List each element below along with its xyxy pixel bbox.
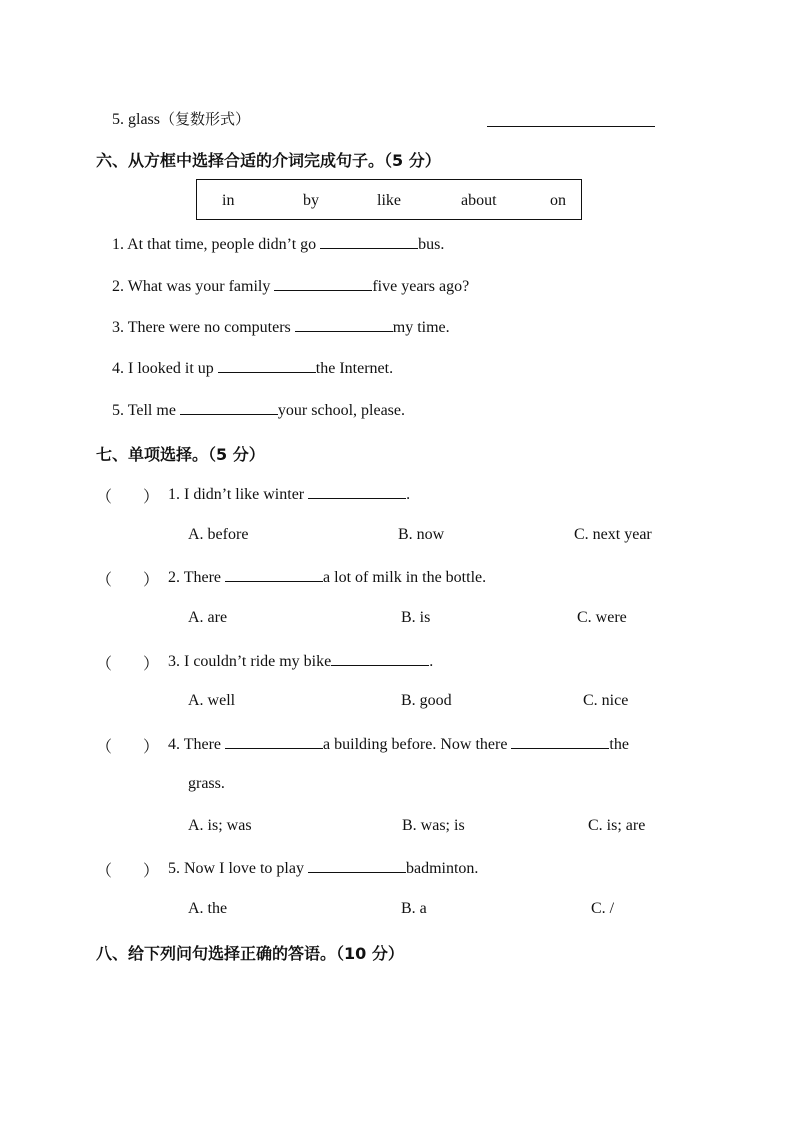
question-text: Now I love to play: [184, 860, 304, 877]
word-box-item: by: [303, 192, 319, 209]
option-b: B. was; is: [402, 817, 465, 834]
word-box: [196, 179, 582, 220]
question-text: There were no computers: [127, 319, 291, 336]
section8-title: 八、给下列问句选择正确的答语。（10 分）: [96, 944, 404, 963]
answer-blank[interactable]: [225, 567, 323, 582]
question-num: 1.: [168, 486, 180, 503]
question-num: 2.: [112, 278, 124, 295]
answer-paren-close[interactable]: ）: [143, 737, 160, 756]
answer-paren-close[interactable]: ）: [143, 654, 160, 673]
question-text: .: [406, 486, 411, 503]
s6-question-2: [112, 276, 469, 296]
s6-question-4: [112, 358, 393, 378]
option-b: B. good: [401, 692, 452, 709]
question-text: There: [183, 569, 222, 586]
answer-blank[interactable]: [180, 400, 278, 415]
word-box-item: on: [550, 192, 566, 209]
question-num: 3.: [112, 319, 124, 336]
answer-paren-close[interactable]: ）: [143, 487, 160, 506]
option-a: A. well: [188, 692, 236, 709]
s7-question-4: [168, 734, 629, 754]
answer-paren-open[interactable]: （: [96, 861, 113, 880]
prev-item-answer-line[interactable]: [487, 126, 655, 127]
prev-item-note: （复数形式）: [160, 110, 251, 128]
question-num: 5.: [112, 402, 124, 419]
prev-item-5: [112, 108, 250, 129]
answer-paren-open[interactable]: （: [96, 570, 113, 589]
answer-paren-open[interactable]: （: [96, 487, 113, 506]
answer-blank[interactable]: [218, 358, 316, 373]
option-c: C. /: [591, 900, 615, 917]
answer-paren-open[interactable]: （: [96, 654, 113, 673]
question-num: 1.: [112, 236, 124, 253]
question-text: the: [609, 736, 629, 753]
s7-question-1: [168, 484, 410, 504]
question-text: a building before. Now there: [323, 736, 508, 753]
question-text: I didn’t like winter: [184, 486, 305, 503]
answer-blank[interactable]: [331, 651, 429, 666]
question-text: a lot of milk in the bottle.: [323, 569, 487, 586]
option-c: C. were: [577, 609, 627, 626]
answer-blank[interactable]: [274, 276, 372, 291]
answer-blank[interactable]: [308, 484, 406, 499]
s7-question-2: [168, 567, 486, 587]
question-num: 4.: [168, 736, 180, 753]
question-num: 3.: [168, 653, 180, 670]
question-text: the Internet.: [315, 360, 394, 377]
question-text: At that time, people didn’t go: [127, 236, 317, 253]
question-text: my time.: [392, 319, 450, 336]
answer-paren-open[interactable]: （: [96, 737, 113, 756]
answer-paren-close[interactable]: ）: [143, 570, 160, 589]
s6-question-5: [112, 400, 405, 420]
question-text: five years ago?: [372, 278, 470, 295]
question-continuation: grass.: [188, 775, 225, 792]
s7-question-3: [168, 651, 433, 671]
question-num: 5.: [168, 860, 180, 877]
question-text: badminton.: [405, 860, 479, 877]
question-text: Tell me: [127, 402, 176, 419]
answer-blank[interactable]: [320, 234, 418, 249]
answer-paren-close[interactable]: ）: [143, 861, 160, 880]
section7-title: 七、单项选择。（5 分）: [96, 445, 265, 464]
option-a: A. are: [188, 609, 228, 626]
question-text: There: [183, 736, 222, 753]
answer-blank[interactable]: [295, 317, 393, 332]
question-num: 2.: [168, 569, 180, 586]
option-a: A. before: [188, 526, 249, 543]
answer-blank[interactable]: [225, 734, 323, 749]
question-text: bus.: [418, 236, 445, 253]
s7-question-5: [168, 858, 478, 878]
option-a: A. the: [188, 900, 228, 917]
option-c: C. is; are: [588, 817, 646, 834]
option-a: A. is; was: [188, 817, 252, 834]
question-text: I looked it up: [128, 360, 214, 377]
question-text: I couldn’t ride my bike: [184, 653, 332, 670]
section6-title: 六、从方框中选择合适的介词完成句子。（5 分）: [96, 151, 441, 170]
option-c: C. next year: [574, 526, 652, 543]
prev-item-word: glass: [128, 111, 160, 128]
s6-question-1: [112, 234, 444, 254]
answer-blank[interactable]: [308, 858, 406, 873]
s6-question-3: [112, 317, 450, 337]
option-b: B. a: [401, 900, 427, 917]
question-text: What was your family: [127, 278, 271, 295]
question-text: .: [429, 653, 434, 670]
word-box-item: like: [377, 192, 401, 209]
question-num: 4.: [112, 360, 124, 377]
question-text: your school, please.: [277, 402, 405, 419]
answer-blank[interactable]: [511, 734, 609, 749]
option-b: B. now: [398, 526, 445, 543]
option-c: C. nice: [583, 692, 629, 709]
word-box-item: about: [461, 192, 497, 209]
word-box-item: in: [222, 192, 235, 209]
option-b: B. is: [401, 609, 431, 626]
prev-item-num: 5.: [112, 111, 124, 128]
